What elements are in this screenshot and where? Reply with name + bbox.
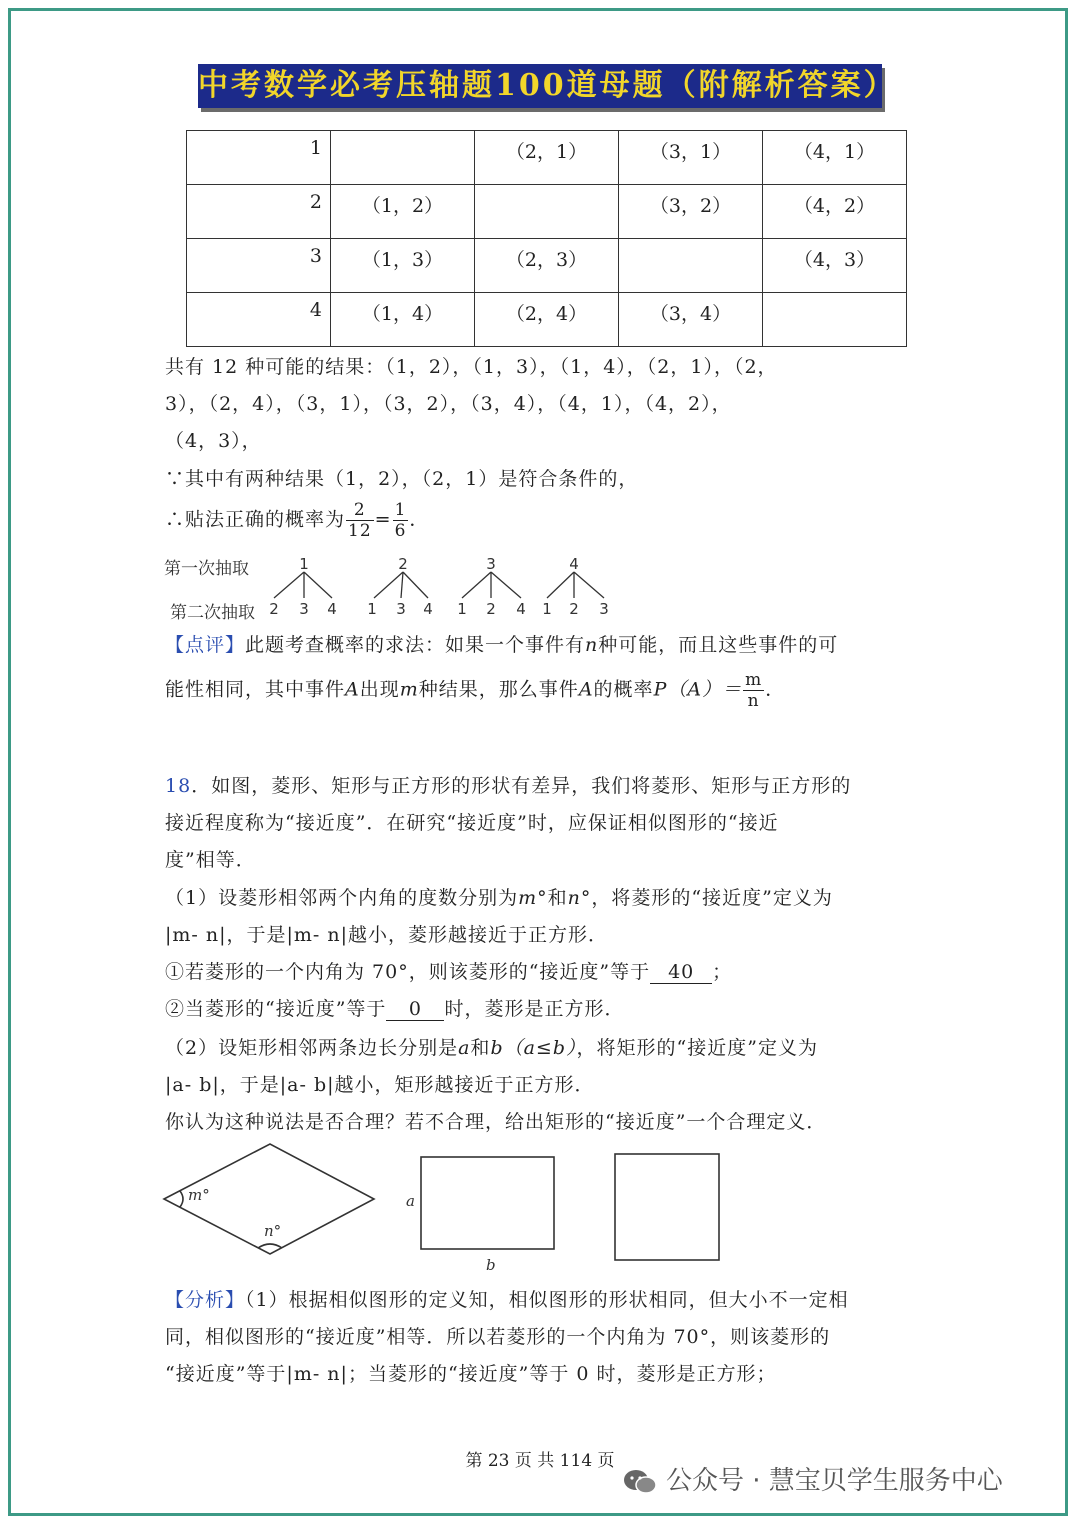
question-line: 你认为这种说法是否合理？若不合理，给出矩形的“接近度”一个合理定义． [165, 1111, 827, 1133]
tree-leaf: 1 [457, 600, 467, 618]
tree-diagram [260, 554, 620, 624]
tree-second-draw-label: 第二次抽取 [170, 603, 255, 623]
analysis-line: 同，相似图形的“接近度”相等．所以若菱形的一个内角为 70°，则该菱形的 [165, 1326, 831, 1348]
tree-leaf: 4 [327, 600, 337, 618]
question-line: （2）设矩形相邻两条边长分别是a和b（a≤b），将矩形的“接近度”定义为 [165, 1037, 818, 1059]
tree-top-2: 2 [398, 555, 408, 573]
tree-top-3: 3 [486, 555, 496, 573]
tree-leaf: 4 [423, 600, 433, 618]
table-cell [763, 293, 907, 347]
table-cell: （2，1） [475, 131, 619, 185]
table-cell: （2，3） [475, 239, 619, 293]
table-cell: （3，2） [619, 185, 763, 239]
tree-leaf: 3 [299, 600, 309, 618]
analysis-tag: 【分析】 [165, 1289, 246, 1311]
table-cell: （1，3） [331, 239, 475, 293]
tree-leaf: 2 [269, 600, 279, 618]
fraction-1-6: $\frac{1}{6}$ [394, 500, 407, 541]
row-header-cell: 3 [187, 239, 331, 293]
table-row [187, 131, 907, 185]
rectangle-shape [421, 1157, 554, 1249]
tree-leaf: 4 [516, 600, 526, 618]
answer-40: 40 [650, 961, 712, 984]
tree-leaf: 2 [569, 600, 579, 618]
table-cell: （4，3） [763, 239, 907, 293]
wechat-icon [622, 1468, 658, 1496]
text-line: 共有 12 种可能的结果：（1，2），（1，3），（1，4），（2，1），（2， [165, 356, 778, 378]
table-cell: （3，4） [619, 293, 763, 347]
question-line: |m- n|，于是|m- n|越小，菱形越接近于正方形． [165, 924, 609, 946]
watermark: 公众号 · 慧宝贝学生服务中心 [622, 1460, 1003, 1497]
fraction-2-12: $\frac{2}{12}$ [348, 500, 372, 541]
question-number: 18 [165, 775, 192, 797]
text-line: （4，3）， [165, 430, 262, 452]
analysis-line: 【分析】（1）根据相似图形的定义知，相似图形的形状相同，但大小不一定相 [165, 1289, 849, 1311]
probability-line: ∴贴法正确的概率为 $\frac{2}{12}$ = $\frac{1}{6}$ ． [165, 500, 430, 541]
question-line: 度”相等． [165, 849, 256, 871]
question-line: |a- b|，于是|a- b|越小，矩形越接近于正方形． [165, 1074, 595, 1096]
row-header-cell: 2 [187, 185, 331, 239]
question-line: （1）设菱形相邻两个内角的度数分别为m°和n°，将菱形的“接近度”定义为 [165, 887, 833, 909]
comment-tag: 【点评】 [165, 634, 246, 656]
fraction-m-n: $\frac{m}{n}$ [745, 670, 763, 711]
table-row [187, 239, 907, 293]
question-line: 接近程度称为“接近度”．在研究“接近度”时，应保证相似图形的“接近 [165, 812, 779, 834]
angle-m-label: m° [188, 1186, 210, 1204]
comment-line: 【点评】此题考查概率的求法：如果一个事件有n种可能，而且这些事件的可 [165, 634, 839, 656]
table-cell [331, 131, 475, 185]
table-cell: （2，4） [475, 293, 619, 347]
question-line: ②当菱形的“接近度”等于 0 时，菱形是正方形． [165, 998, 625, 1020]
page-title-banner: 中考数学必考压轴题100道母题（附解析答案） [198, 64, 882, 108]
table-cell: （3，1） [619, 131, 763, 185]
shapes-figure [160, 1138, 730, 1278]
tree-top-4: 4 [569, 555, 579, 573]
tree-leaf: 2 [486, 600, 496, 618]
table-cell [619, 239, 763, 293]
question-line: ①若菱形的一个内角为 70°，则该菱形的“接近度”等于 40 ； [165, 961, 733, 983]
tree-leaf: 3 [396, 600, 406, 618]
outcome-table [186, 130, 907, 347]
table-row [187, 293, 907, 347]
question-line: 18．如图，菱形、矩形与正方形的形状有差异，我们将菱形、矩形与正方形的 [165, 775, 852, 797]
table-cell: （4，2） [763, 185, 907, 239]
table-cell: （4，1） [763, 131, 907, 185]
comment-line: 能性相同，其中事件A出现m种结果，那么事件A的概率P（A）＝ $\frac{m}{n}$ ． [165, 670, 786, 711]
side-a-label: a [406, 1192, 415, 1210]
square-shape [615, 1154, 719, 1260]
side-b-label: b [486, 1256, 496, 1274]
row-header-cell: 4 [187, 293, 331, 347]
tree-top-1: 1 [299, 555, 309, 573]
angle-n-label: n° [264, 1222, 282, 1240]
table-cell: （1，4） [331, 293, 475, 347]
text-line: 3），（2，4），（3，1），（3，2），（3，4），（4，1），（4，2）， [165, 393, 732, 415]
table-cell [475, 185, 619, 239]
tree-first-draw-label: 第一次抽取 [164, 559, 249, 579]
tree-leaf: 1 [542, 600, 552, 618]
row-header-cell: 1 [187, 131, 331, 185]
table-row [187, 185, 907, 239]
answer-0: 0 [386, 998, 444, 1021]
page-number: 第 23 页 共 114 页 [465, 1451, 615, 1471]
tree-leaf: 3 [599, 600, 609, 618]
table-cell: （1，2） [331, 185, 475, 239]
analysis-line: “接近度”等于|m- n|；当菱形的“接近度”等于 0 时，菱形是正方形； [165, 1363, 777, 1385]
tree-leaf: 1 [367, 600, 377, 618]
text-line: ∵其中有两种结果（1，2），（2，1）是符合条件的， [165, 468, 639, 490]
